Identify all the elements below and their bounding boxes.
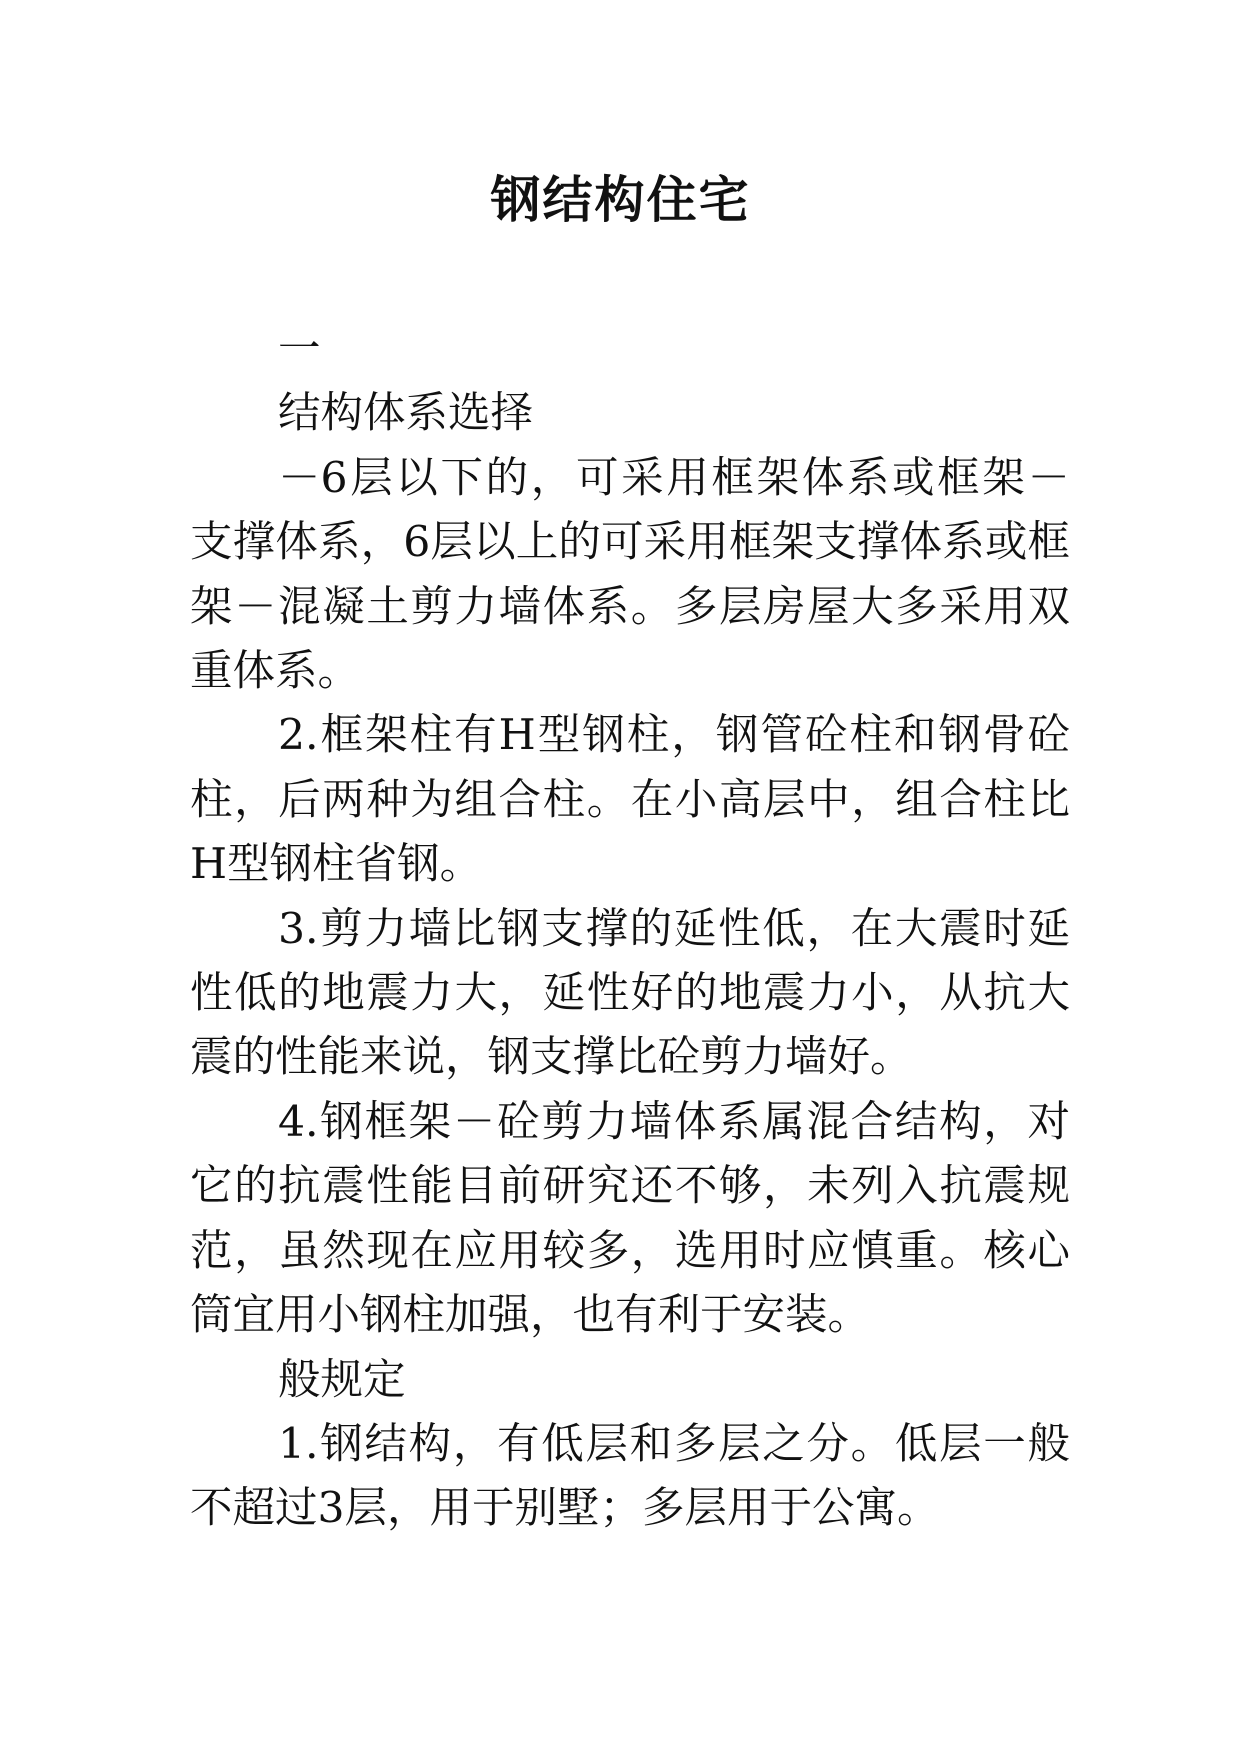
body-paragraph: 1.钢结构，有低层和多层之分。低层一般不超过3层，用于别墅；多层用于公寓。 (190, 1419, 1070, 1534)
body-paragraph: 3.剪力墙比钢支撑的延性低，在大震时延性低的地震力大，延性好的地震力小，从抗大震的性能来说，钢支撑比砼剪力墙好。 (190, 904, 1070, 1083)
document-body (190, 318, 1070, 1542)
body-paragraph: 2.框架柱有H型钢柱，钢管砼柱和钢骨砼柱，后两种为组合柱。在小高层中，组合柱比H型钢柱省钢。 (190, 711, 1070, 890)
section-heading: 结构体系选择 (278, 389, 534, 439)
body-paragraph: 4.钢框架－砼剪力墙体系属混合结构，对它的抗震性能目前研究还不够，未列入抗震规范，虽然现在应用较多，选用时应慎重。核心筒宜用小钢柱加强，也有利于安装。 (190, 1097, 1070, 1341)
section-heading: 般规定 (278, 1355, 406, 1405)
body-paragraph: －6层以下的，可采用框架体系或框架－支撑体系，6层以上的可采用框架支撑体系或框架－混凝土剪力墙体系。多层房屋大多采用双重体系。 (190, 453, 1070, 697)
document-title: 钢结构住宅 (490, 171, 751, 229)
section-number: 一 (278, 325, 321, 374)
